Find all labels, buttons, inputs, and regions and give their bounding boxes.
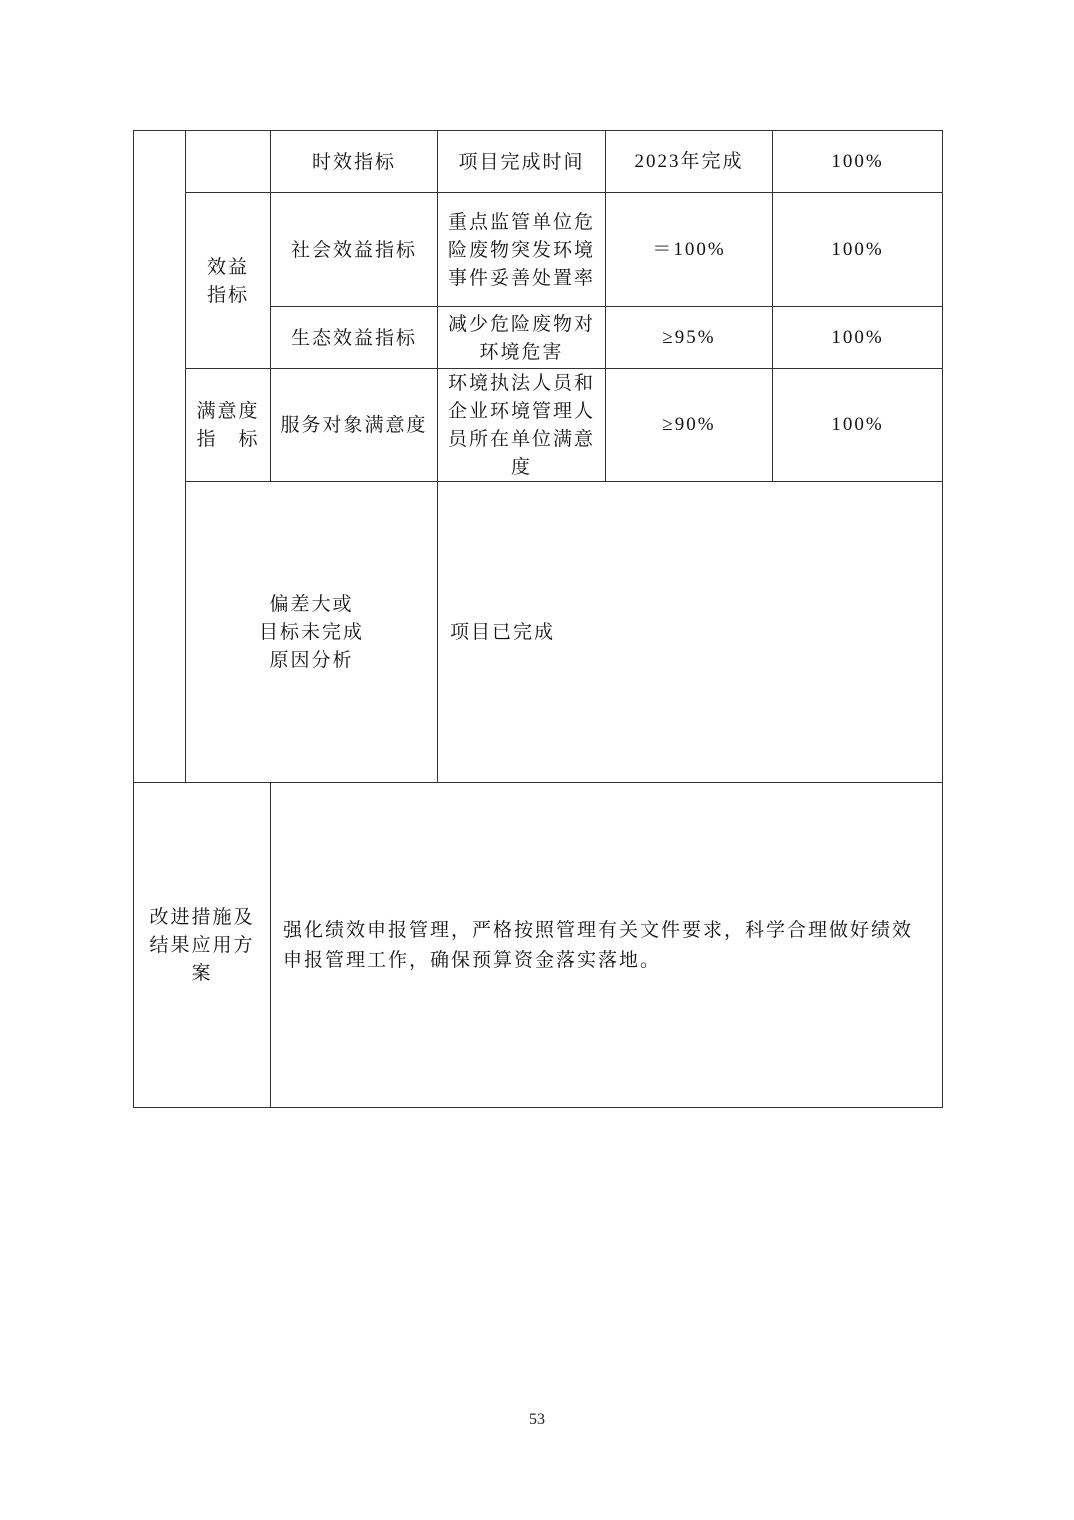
page-number: 53 [529, 1411, 545, 1428]
group-label-empty-cell [186, 131, 271, 193]
improvement-label-cell [134, 783, 271, 1108]
satisfaction-group-label-cell [186, 369, 271, 482]
improvement-label-line1: 改进措施及 [149, 906, 255, 928]
deviation-content-cell: 项目已完成 [438, 482, 943, 783]
target-value-cell: 2023年完成 [606, 131, 773, 193]
satisfaction-group-label-line1: 满意度 [196, 400, 260, 422]
deviation-label-line3: 原因分析 [269, 649, 354, 671]
actual-value-cell: 100% [773, 307, 943, 369]
deviation-label-cell [186, 482, 438, 783]
performance-indicator-table [133, 130, 943, 1108]
indicator-type-cell: 时效指标 [271, 131, 438, 193]
deviation-label-line2: 目标未完成 [258, 621, 364, 643]
benefit-group-label-line1: 效益 [206, 255, 249, 278]
table-row-improvement-measures [134, 783, 943, 1108]
actual-value-cell: 100% [773, 131, 943, 193]
improvement-label-line3: 案 [191, 962, 213, 984]
benefit-group-label-cell [186, 193, 271, 369]
target-value-cell: ≥90% [606, 369, 773, 482]
indicator-name-text: 减少危险废物对环境危害 [447, 312, 595, 363]
table-row-deviation-analysis [134, 482, 943, 783]
indicator-type-cell [271, 369, 438, 482]
indicator-type-text: 服务对象满意度 [280, 414, 428, 436]
indicator-name-text: 重点监管单位危险废物突发环境事件妥善处置率 [447, 210, 595, 289]
indicator-name-cell [438, 193, 606, 307]
table-row-timeliness [134, 131, 943, 193]
outer-category-cell [134, 131, 186, 783]
actual-value-cell: 100% [773, 369, 943, 482]
actual-value-cell: 100% [773, 193, 943, 307]
improvement-content-cell: 强化绩效申报管理，严格按照管理有关文件要求，科学合理做好绩效申报管理工作，确保预算资金落实落地。 [271, 783, 943, 1108]
indicator-name-cell: 项目完成时间 [438, 131, 606, 193]
indicator-type-cell: 社会效益指标 [271, 193, 438, 307]
indicator-name-cell [438, 369, 606, 482]
indicator-name-cell [438, 307, 606, 369]
benefit-group-label-line2: 指标 [206, 283, 249, 306]
target-value-cell: ≥95% [606, 307, 773, 369]
target-value-cell: ＝100% [606, 193, 773, 307]
table-row-satisfaction [134, 369, 943, 482]
deviation-label-line1: 偏差大或 [269, 593, 354, 615]
indicator-name-text: 环境执法人员和企业环境管理人员所在单位满意度 [447, 372, 595, 478]
satisfaction-group-label-line2: 指 标 [196, 428, 260, 450]
indicator-type-cell: 生态效益指标 [271, 307, 438, 369]
table-row-social-benefit [134, 193, 943, 307]
improvement-label-line2: 结果应用方 [149, 934, 255, 956]
